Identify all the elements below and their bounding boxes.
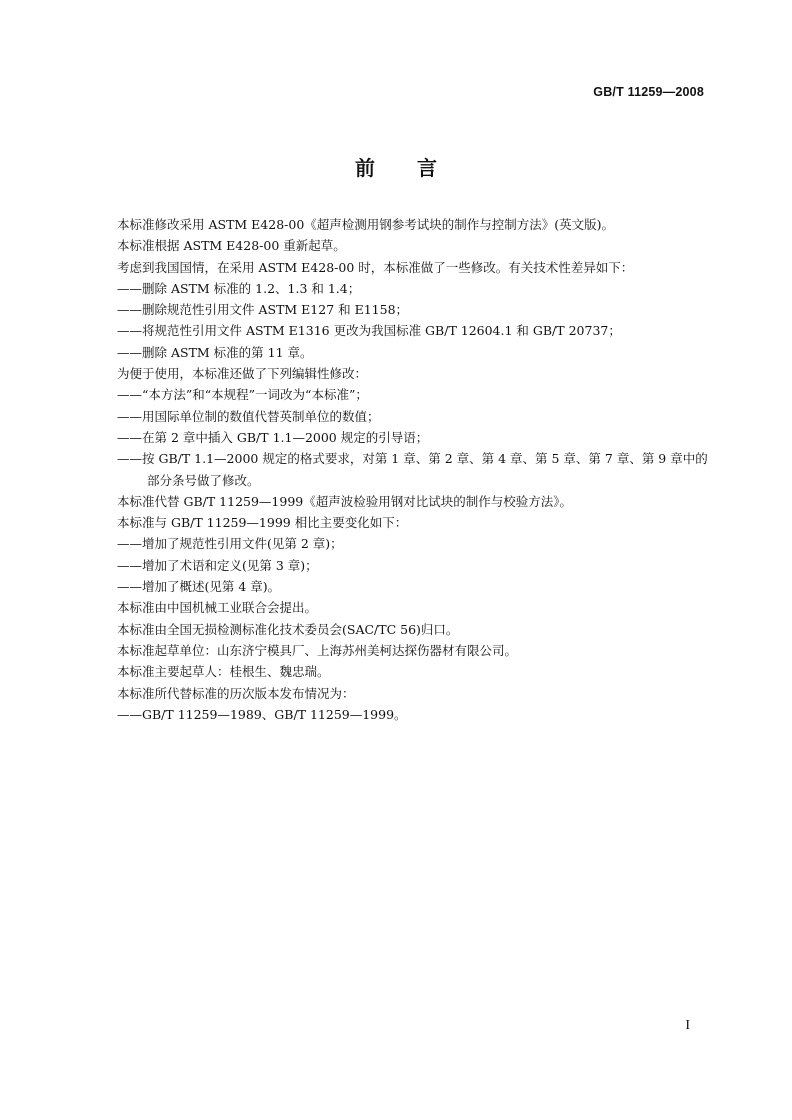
list-item: ——用国际单位制的数值代替英制单位的数值；	[117, 408, 380, 424]
paragraph-line: 本标准主要起草人：桂根生、魏忠瑞。	[117, 664, 330, 680]
paragraph-line: 为便于使用，本标准还做了下列编辑性修改：	[117, 366, 368, 382]
list-item: ——增加了术语和定义(见第 3 章)；	[117, 557, 318, 573]
page-number: I	[685, 1018, 690, 1033]
list-item: ——增加了概述(见第 4 章)。	[117, 579, 281, 595]
list-item: ——“本方法”和“本规程”一词改为“本标准”；	[117, 387, 368, 403]
list-item: ——按 GB/T 1.1—2000 规定的格式要求，对第 1 章、第 2 章、第 4 章、第 5 章、第 7 章、第 9 章中的	[117, 451, 708, 467]
paragraph-line: 本标准与 GB/T 11259—1999 相比主要变化如下：	[117, 515, 408, 531]
page-title: 前言	[355, 156, 479, 180]
paragraph-line: 本标准起草单位：山东济宁模具厂、上海苏州美柯达探伤器材有限公司。	[117, 642, 518, 658]
paragraph-line: 本标准由中国机械工业联合会提出。	[117, 600, 318, 616]
paragraph-line: 考虑到我国国情，在采用 ASTM E428-00 时，本标准做了一些修改。有关技术性差异如下：	[117, 259, 634, 275]
foreword-body	[117, 214, 707, 725]
list-item: ——在第 2 章中插入 GB/T 1.1—2000 规定的引导语；	[117, 429, 429, 445]
paragraph-line: 本标准修改采用 ASTM E428-00《超声检测用钢参考试块的制作与控制方法》(英文版)。	[117, 217, 615, 232]
list-item: ——将规范性引用文件 ASTM E1316 更改为我国标准 GB/T 12604.1 和 GB/T 20737；	[117, 323, 621, 339]
paragraph-line: 本标准代替 GB/T 11259—1999《超声波检验用钢对比试块的制作与校验方法》。	[117, 493, 572, 509]
list-item: ——删除规范性引用文件 ASTM E127 和 E1158；	[117, 302, 409, 318]
paragraph-line: 本标准所代替标准的历次版本发布情况为：	[117, 685, 355, 701]
standard-code: GB/T 11259—2008	[593, 85, 704, 99]
paragraph-line: 本标准根据 ASTM E428-00 重新起草。	[117, 238, 346, 254]
list-item-continuation: 部分条号做了修改。	[147, 472, 260, 488]
list-item: ——删除 ASTM 标准的 1.2、1.3 和 1.4；	[117, 280, 361, 296]
list-item: ——删除 ASTM 标准的第 11 章。	[117, 344, 313, 360]
list-item: ——GB/T 11259—1989、GB/T 11259—1999。	[117, 706, 407, 722]
paragraph-line: 本标准由全国无损检测标准化技术委员会(SAC/TC 56)归口。	[117, 621, 459, 637]
list-item: ——增加了规范性引用文件(见第 2 章)；	[117, 536, 343, 552]
